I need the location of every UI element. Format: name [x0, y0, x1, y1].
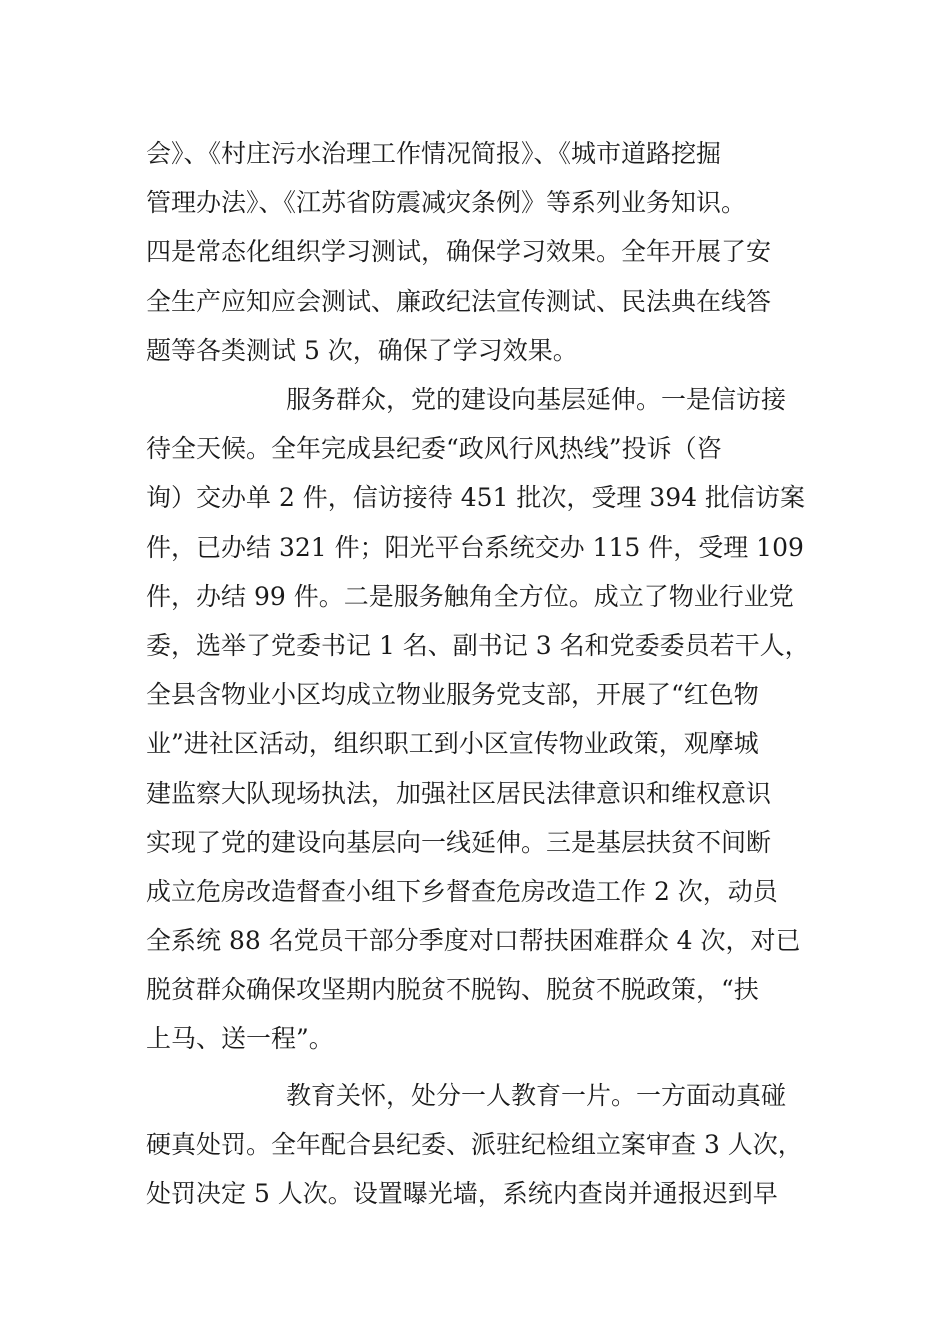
paragraph-1-line: 四是常态化组织学习测试，确保学习效果。全年开展了安 — [146, 237, 772, 267]
paragraph-2-line: 全县含物业小区均成立物业服务党支部，开展了“红色物 — [146, 680, 759, 710]
paragraph-2-line: 成立危房改造督查小组下乡督查危房改造工作 2 次，动员 — [146, 876, 778, 906]
paragraph-1-line: 题等各类测试 5 次，确保了学习效果。 — [146, 335, 578, 365]
paragraph-3-first-line: 教育关怀，处分一人教育一片。一方面动真碰 — [286, 1081, 787, 1110]
paragraph-2-line: 件，已办结 321 件；阳光平台系统交办 115 件，受理 109 — [146, 532, 804, 562]
paragraph-2-line: 上马、送一程”。 — [146, 1024, 334, 1054]
paragraph-3-line: 硬真处罚。全年配合县纪委、派驻纪检组立案审查 3 人次， — [146, 1130, 803, 1160]
paragraph-2-line: 询）交办单 2 件，信访接待 451 批次，受理 394 批信访案 — [146, 483, 806, 513]
paragraph-1 — [146, 129, 836, 375]
paragraph-2-first-line: 服务群众，党的建设向基层延伸。一是信访接 — [286, 385, 787, 414]
paragraph-3 — [146, 1071, 836, 1219]
paragraph-1-line: 全生产应知应会测试、廉政纪法宣传测试、民法典在线答 — [146, 286, 772, 316]
paragraph-2-line: 委，选举了党委书记 1 名、副书记 3 名和党委委员若干人， — [146, 630, 810, 660]
paragraph-2 — [146, 375, 836, 1064]
paragraph-2-line: 脱贫群众确保攻坚期内脱贫不脱钩、脱贫不脱政策，“扶 — [146, 975, 759, 1005]
paragraph-2-line: 待全天候。全年完成县纪委“政风行风热线”投诉（咨 — [146, 434, 722, 464]
paragraph-2-line: 建监察大队现场执法，加强社区居民法律意识和维权意识 — [146, 778, 772, 808]
paragraph-2-line: 业”进社区活动，组织职工到小区宣传物业政策，观摩城 — [146, 729, 759, 759]
paragraph-2-line: 全系统 88 名党员干部分季度对口帮扶困难群众 4 次，对已 — [146, 926, 801, 956]
paragraph-2-line: 件，办结 99 件。二是服务触角全方位。成立了物业行业党 — [146, 581, 794, 611]
paragraph-2-line: 实现了党的建设向基层向一线延伸。三是基层扶贫不间断 — [146, 827, 772, 857]
paragraph-3-line: 处罚决定 5 人次。设置曝光墙，系统内查岗并通报迟到早 — [146, 1179, 778, 1209]
paragraph-1-line: 管理办法》、《江苏省防震减灾条例》等系列业务知识。 — [146, 188, 747, 218]
paragraph-1-line: 会》、《村庄污水治理工作情况简报》、《城市道路挖掘 — [146, 139, 722, 168]
